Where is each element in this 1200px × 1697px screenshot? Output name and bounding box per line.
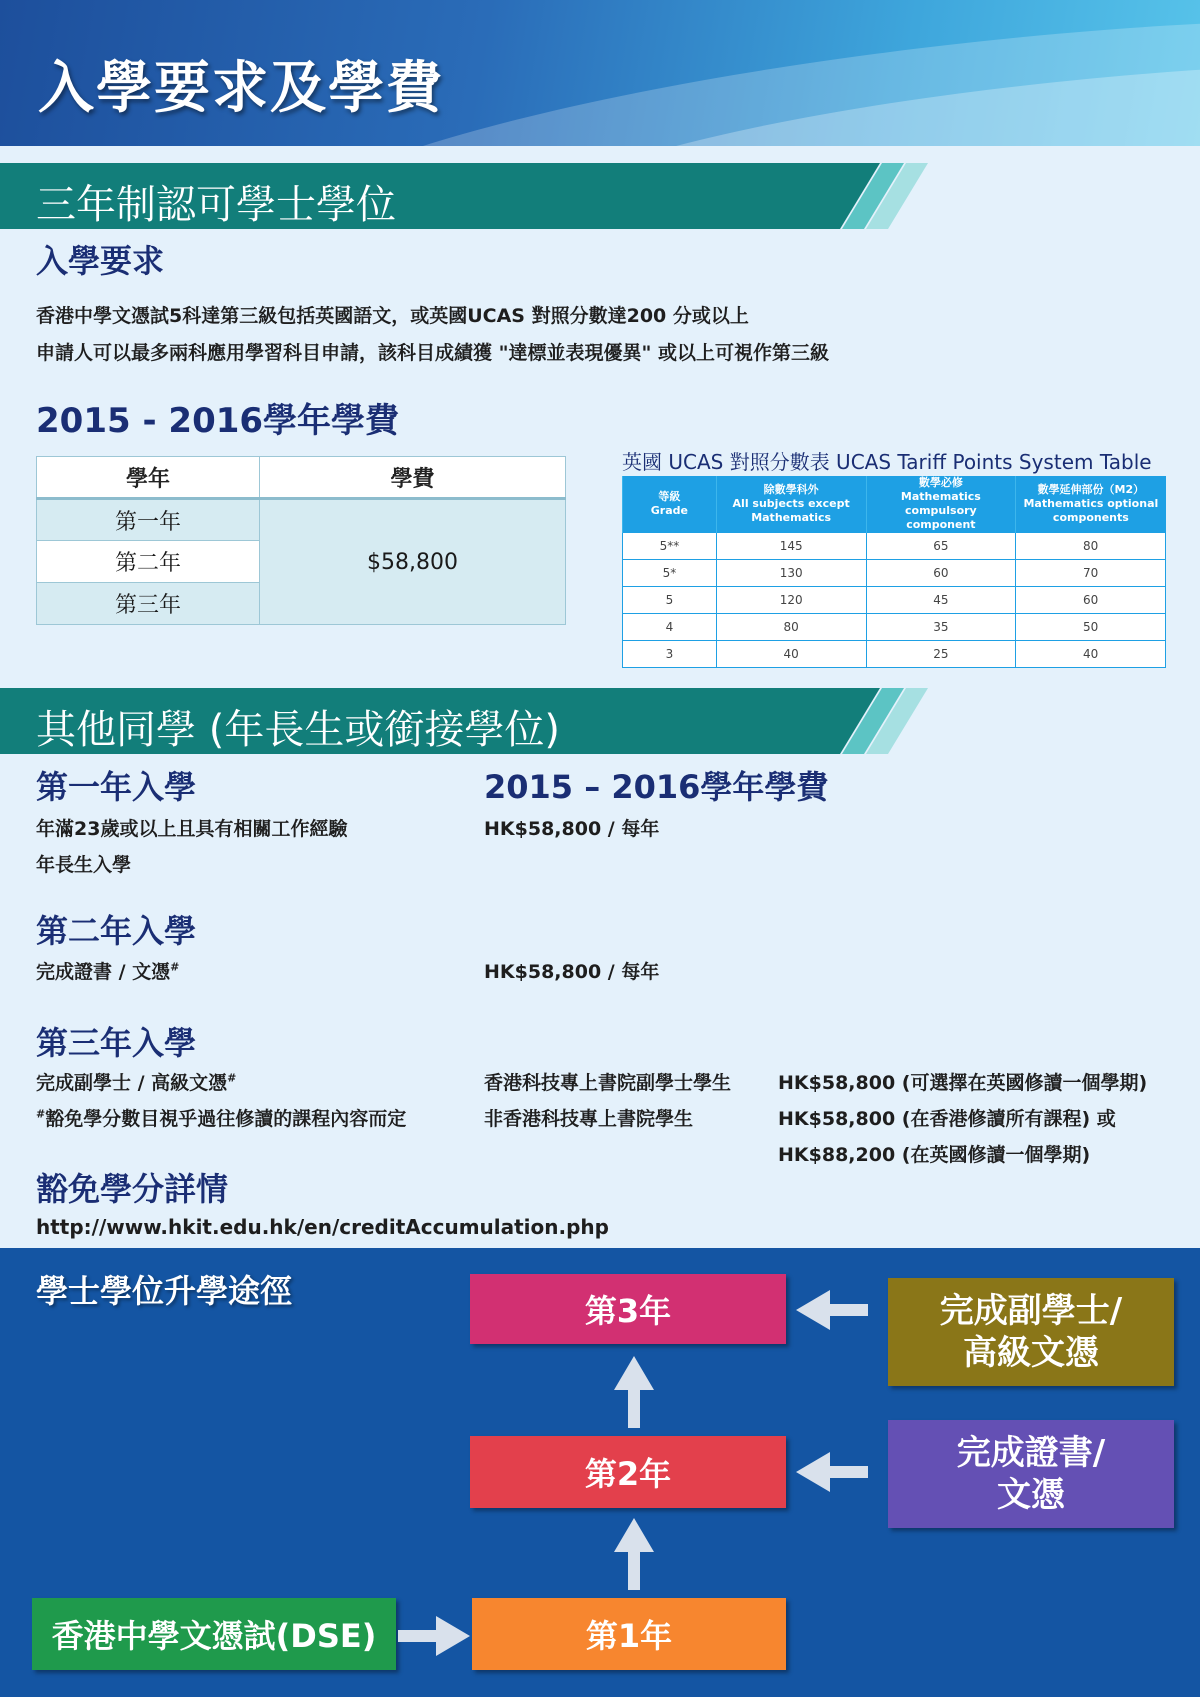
credit-exemption-note: #豁免學分數目視乎過往修讀的課程內容而定 <box>36 1107 407 1130</box>
ucas-cell: 40 <box>1016 641 1166 668</box>
certificate-box: 完成證書/ 文憑 <box>888 1420 1174 1528</box>
table-cell-fee: $58,800 <box>259 499 565 625</box>
ucas-cell: 145 <box>716 533 866 560</box>
table-row <box>623 614 1166 641</box>
year3-fee: HK$88,200 (在英國修讀一個學期) <box>778 1144 1091 1166</box>
ucas-cell: 60 <box>1016 587 1166 614</box>
ucas-table-title: 英國 UCAS 對照分數表 UCAS Tariff Points System Table <box>622 450 1152 474</box>
arrow-up-icon <box>614 1356 654 1428</box>
ucas-header: 數學延伸部份（M2） Mathematics optional components <box>1016 476 1166 533</box>
dse-box: 香港中學文憑試(DSE) <box>32 1598 396 1670</box>
year1-box: 第1年 <box>472 1598 786 1670</box>
table-cell-year: 第一年 <box>37 499 260 541</box>
year1-requirement: 年滿23歲或以上且具有相關工作經驗 <box>36 818 348 840</box>
ucas-cell: 130 <box>716 560 866 587</box>
table-row <box>623 587 1166 614</box>
ucas-cell: 25 <box>866 641 1016 668</box>
arrow-right-icon <box>398 1616 470 1656</box>
arrow-left-icon <box>796 1290 868 1330</box>
table-row <box>623 533 1166 560</box>
ucas-cell: 4 <box>623 614 717 641</box>
ucas-cell: 80 <box>1016 533 1166 560</box>
credit-details-heading: 豁免學分詳情 <box>36 1170 229 1208</box>
associate-degree-box: 完成副學士/ 高級文憑 <box>888 1278 1174 1386</box>
ucas-cell: 5** <box>623 533 717 560</box>
section-title-degree: 三年制認可學士學位 <box>36 182 396 228</box>
year1-requirement: 年長生入學 <box>36 854 132 876</box>
ucas-cell: 65 <box>866 533 1016 560</box>
ucas-cell: 35 <box>866 614 1016 641</box>
year3-student-type: 香港科技專上書院副學士學生 <box>484 1072 732 1094</box>
pathway-section <box>0 1248 1200 1697</box>
requirement-line: 香港中學文憑試5科達第三級包括英國語文，或英國UCAS 對照分數達200 分或以上 <box>36 305 749 327</box>
ucas-cell: 40 <box>716 641 866 668</box>
ucas-cell: 60 <box>866 560 1016 587</box>
ucas-table <box>622 476 1166 668</box>
year2-entry-heading: 第二年入學 <box>36 912 197 950</box>
ucas-cell: 120 <box>716 587 866 614</box>
year2-requirement: 完成證書 / 文憑# <box>36 960 180 983</box>
ucas-cell: 3 <box>623 641 717 668</box>
table-row <box>623 641 1166 668</box>
year1-fee: HK$58,800 / 每年 <box>484 818 660 840</box>
ucas-cell: 5 <box>623 587 717 614</box>
year3-requirement: 完成副學士 / 高級文憑# <box>36 1071 237 1094</box>
others-fees-heading: 2015 – 2016學年學費 <box>484 768 829 806</box>
year3-box: 第3年 <box>470 1274 786 1344</box>
pathway-title: 學士學位升學途徑 <box>36 1272 293 1310</box>
requirement-line: 申請人可以最多兩科應用學習科目申請，該科目成績獲 "達標並表現優異" 或以上可視作第三級 <box>36 342 830 364</box>
year3-fee: HK$58,800 (在香港修讀所有課程) 或 <box>778 1108 1116 1130</box>
section-title-others: 其他同學 (年長生或銜接學位) <box>36 707 560 753</box>
credit-details-link[interactable]: http://www.hkit.edu.hk/en/creditAccumulation.php <box>36 1215 609 1239</box>
table-cell-year: 第三年 <box>37 583 260 625</box>
ucas-cell: 5* <box>623 560 717 587</box>
table-header: 學年 <box>37 457 260 499</box>
year2-fee: HK$58,800 / 每年 <box>484 961 660 983</box>
section-bar-degree <box>0 163 940 229</box>
table-row <box>623 560 1166 587</box>
ucas-cell: 70 <box>1016 560 1166 587</box>
year3-student-type: 非香港科技專上書院學生 <box>484 1108 694 1130</box>
ucas-cell: 45 <box>866 587 1016 614</box>
fees-heading: 2015 - 2016學年學費 <box>36 401 400 441</box>
table-header: 學費 <box>259 457 565 499</box>
year1-entry-heading: 第一年入學 <box>36 768 197 806</box>
table-cell-year: 第二年 <box>37 541 260 583</box>
ucas-cell: 50 <box>1016 614 1166 641</box>
year3-entry-heading: 第三年入學 <box>36 1024 197 1062</box>
year3-fee: HK$58,800 (可選擇在英國修讀一個學期) <box>778 1072 1148 1094</box>
year2-box: 第2年 <box>470 1436 786 1508</box>
tuition-table <box>36 456 566 625</box>
section-bar-others <box>0 688 940 754</box>
requirements-heading: 入學要求 <box>36 242 165 280</box>
arrow-left-icon <box>796 1452 868 1492</box>
ucas-cell: 80 <box>716 614 866 641</box>
arrow-up-icon <box>614 1518 654 1590</box>
header-banner <box>0 0 1200 146</box>
page-title: 入學要求及學費 <box>38 56 444 121</box>
ucas-header: 除數學科外 All subjects except Mathematics <box>716 476 866 533</box>
ucas-header: 等級 Grade <box>623 476 717 533</box>
ucas-header: 數學必修 Mathematics compulsory component <box>866 476 1016 533</box>
